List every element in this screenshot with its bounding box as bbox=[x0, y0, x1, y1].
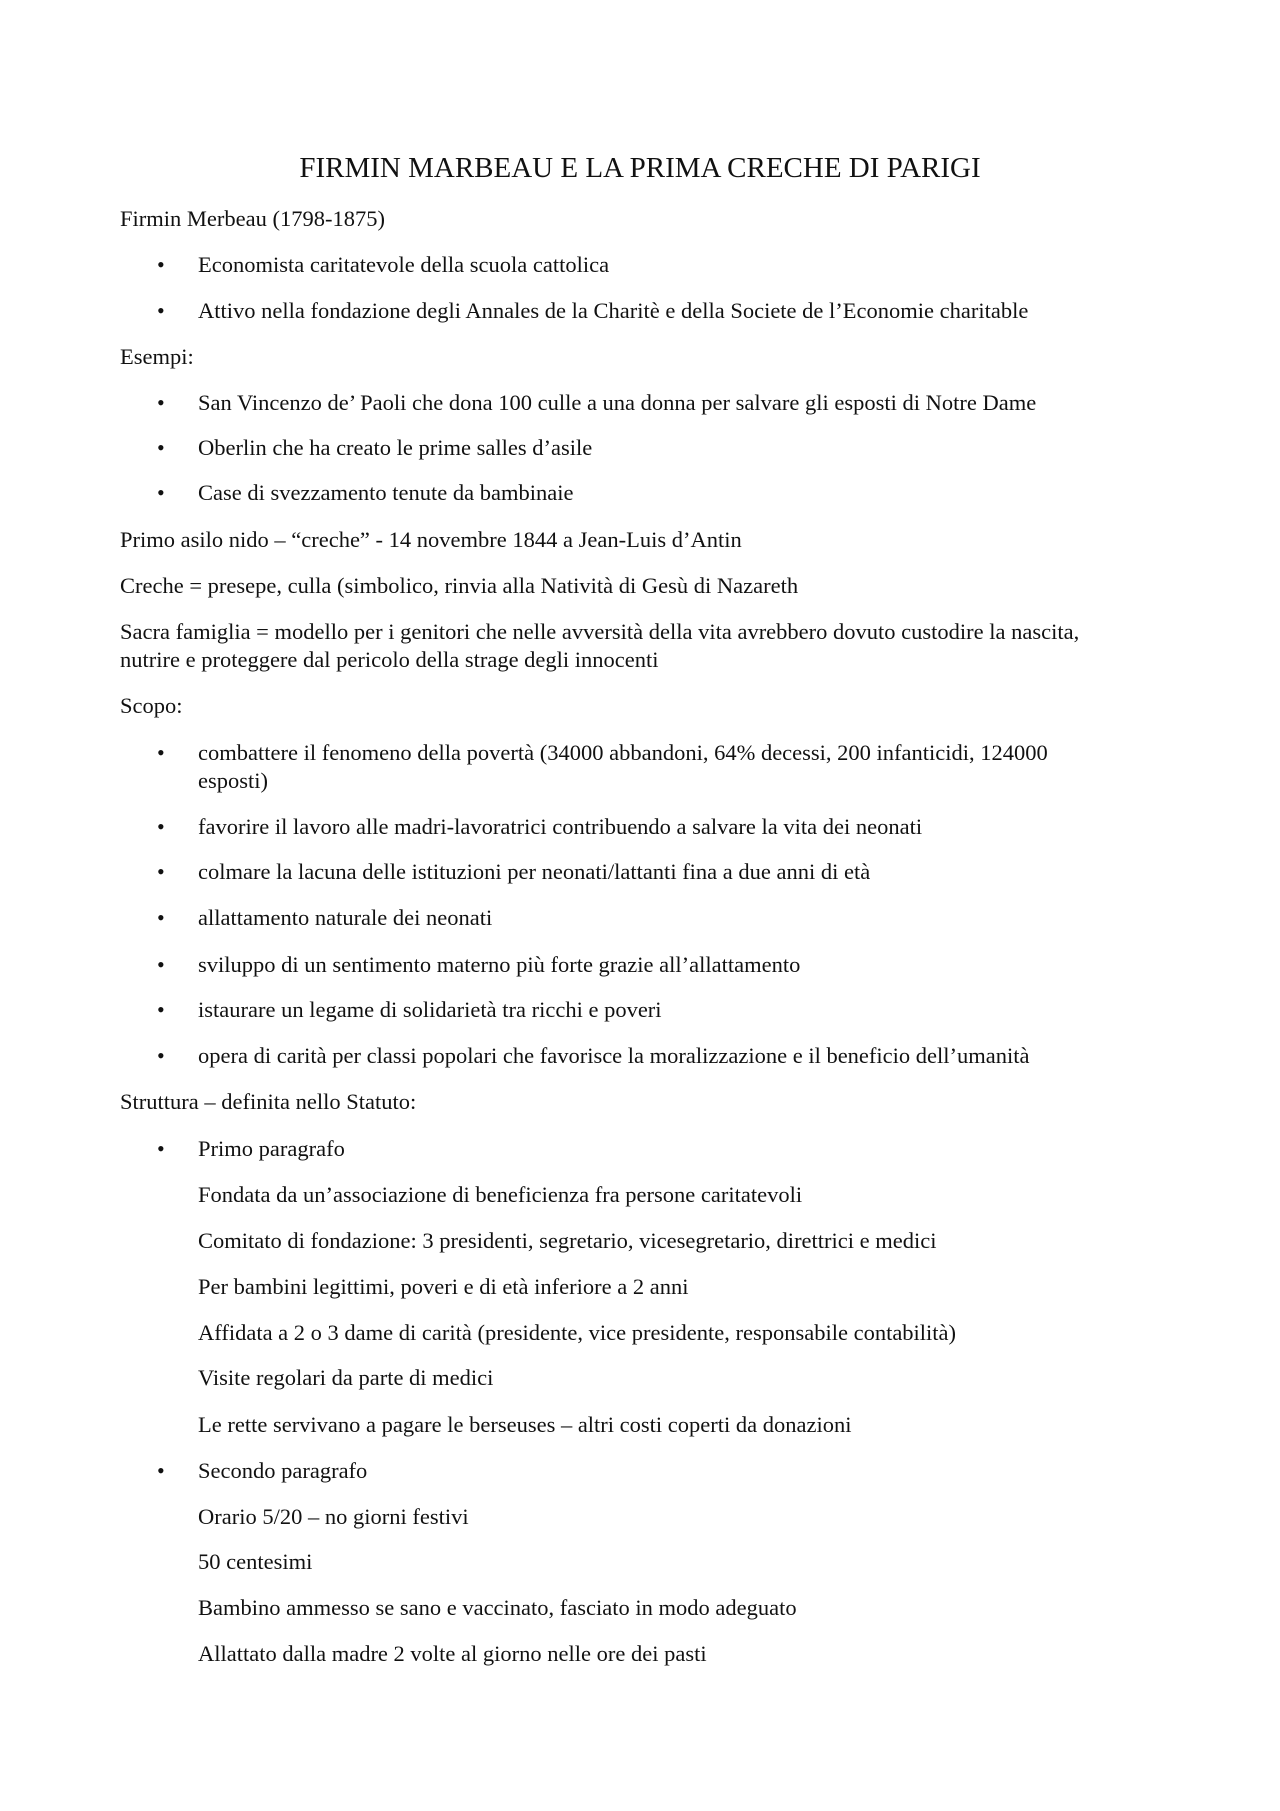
secondo-paragrafo-label: Secondo paragrafo bbox=[198, 1458, 368, 1483]
esempi-heading: Esempi: bbox=[120, 344, 194, 369]
list-item: allattamento naturale dei neonati bbox=[198, 905, 493, 930]
list-item: Per bambini legittimi, poveri e di età inferiore a 2 anni bbox=[198, 1274, 689, 1299]
list-item: Fondata da un’associazione di beneficienza fra persone caritatevoli bbox=[198, 1182, 803, 1207]
list-item: Comitato di fondazione: 3 presidenti, segretario, vicesegretario, direttrici e medici bbox=[198, 1228, 937, 1253]
list-item: Le rette servivano a pagare le berseuses – altri costi coperti da donazioni bbox=[198, 1412, 852, 1437]
bullet-icon: • bbox=[157, 1043, 165, 1068]
scopo-heading: Scopo: bbox=[120, 693, 183, 718]
primo-paragrafo-label: Primo paragrafo bbox=[198, 1136, 345, 1161]
list-item: Bambino ammesso se sano e vaccinato, fasciato in modo adeguato bbox=[198, 1595, 797, 1620]
bullet-icon: • bbox=[157, 952, 165, 977]
list-item: Allattato dalla madre 2 volte al giorno nelle ore dei pasti bbox=[198, 1641, 707, 1666]
bullet-icon: • bbox=[157, 390, 165, 415]
bullet-icon: • bbox=[157, 1458, 165, 1483]
bullet-icon: • bbox=[157, 905, 165, 930]
list-item: opera di carità per classi popolari che favorisce la moralizzazione e il beneficio dell’umanità bbox=[198, 1043, 1030, 1068]
bullet-icon: • bbox=[157, 859, 165, 884]
list-item: San Vincenzo de’ Paoli che dona 100 culle a una donna per salvare gli esposti di Notre Dame bbox=[198, 390, 1037, 415]
list-item-continuation: esposti) bbox=[198, 768, 268, 793]
paragraph-sacra-famiglia-line1: Sacra famiglia = modello per i genitori che nelle avversità della vita avrebbero dovuto custodire la nascita, bbox=[120, 619, 1080, 644]
paragraph-sacra-famiglia-line2: nutrire e proteggere dal pericolo della strage degli innocenti bbox=[120, 647, 659, 672]
list-item: Economista caritatevole della scuola cattolica bbox=[198, 252, 610, 277]
struttura-heading: Struttura – definita nello Statuto: bbox=[120, 1089, 417, 1114]
list-item: istaurare un legame di solidarietà tra ricchi e poveri bbox=[198, 997, 662, 1022]
paragraph-creche: Creche = presepe, culla (simbolico, rinvia alla Natività di Gesù di Nazareth bbox=[120, 573, 799, 598]
paragraph-primo-asilo: Primo asilo nido – “creche” - 14 novembre 1844 a Jean-Luis d’Antin bbox=[120, 527, 742, 552]
bullet-icon: • bbox=[157, 1136, 165, 1161]
bullet-icon: • bbox=[157, 480, 165, 505]
bullet-icon: • bbox=[157, 740, 165, 765]
page-title: FIRMIN MARBEAU E LA PRIMA CRECHE DI PARIGI bbox=[299, 152, 981, 184]
list-item: 50 centesimi bbox=[198, 1549, 313, 1574]
list-item: Oberlin che ha creato le prime salles d’asile bbox=[198, 435, 593, 460]
list-item: colmare la lacuna delle istituzioni per neonati/lattanti fina a due anni di età bbox=[198, 859, 871, 884]
intro-heading: Firmin Merbeau (1798-1875) bbox=[120, 206, 385, 231]
bullet-icon: • bbox=[157, 252, 165, 277]
bullet-icon: • bbox=[157, 298, 165, 323]
list-item: Case di svezzamento tenute da bambinaie bbox=[198, 480, 574, 505]
list-item: Affidata a 2 o 3 dame di carità (presidente, vice presidente, responsabile contabilità) bbox=[198, 1320, 957, 1345]
list-item: Visite regolari da parte di medici bbox=[198, 1365, 494, 1390]
list-item: combattere il fenomeno della povertà (34000 abbandoni, 64% decessi, 200 infanticidi, 124000 bbox=[198, 740, 1048, 765]
list-item: favorire il lavoro alle madri-lavoratrici contribuendo a salvare la vita dei neonati bbox=[198, 814, 923, 839]
list-item: Attivo nella fondazione degli Annales de la Charitè e della Societe de l’Economie charitable bbox=[198, 298, 1029, 323]
list-item: sviluppo di un sentimento materno più forte grazie all’allattamento bbox=[198, 952, 801, 977]
bullet-icon: • bbox=[157, 814, 165, 839]
bullet-icon: • bbox=[157, 435, 165, 460]
list-item: Orario 5/20 – no giorni festivi bbox=[198, 1504, 469, 1529]
bullet-icon: • bbox=[157, 997, 165, 1022]
